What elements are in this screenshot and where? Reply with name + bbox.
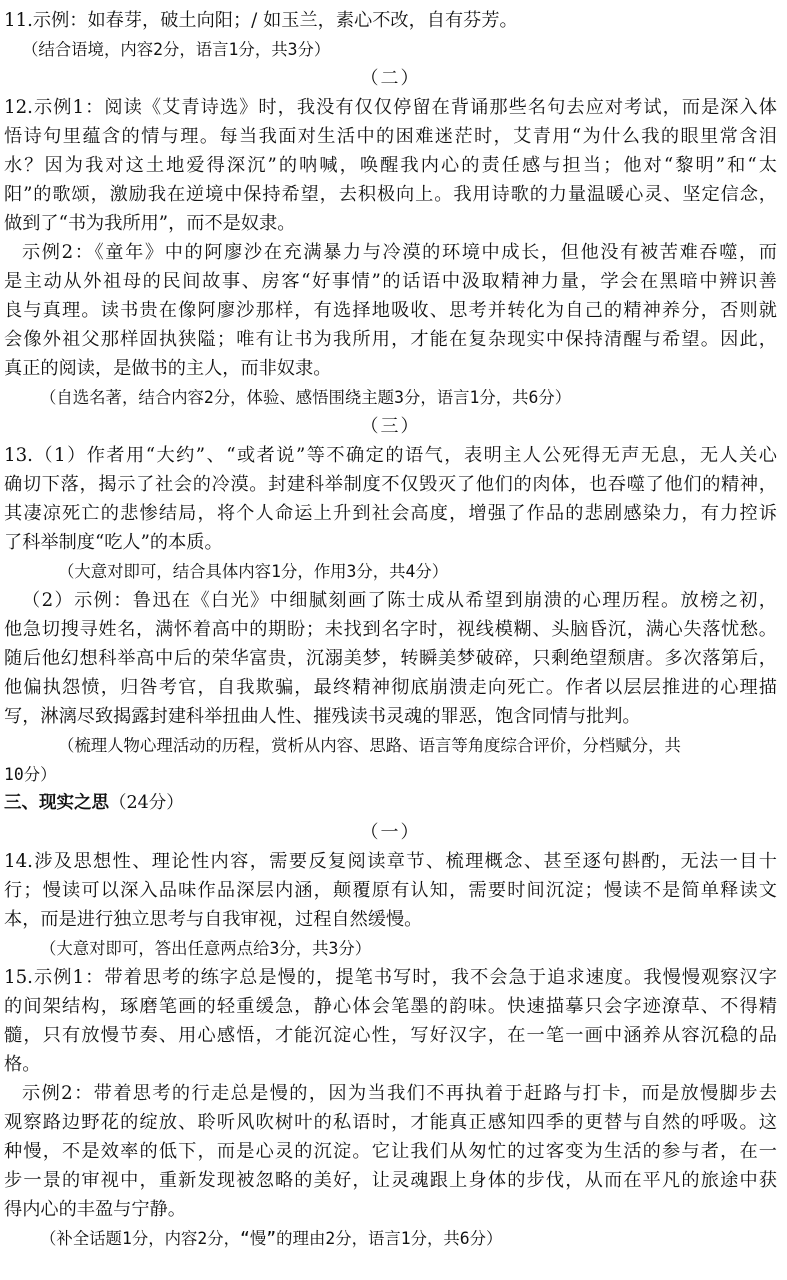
section-heading-3: （三） [360,416,421,437]
answer-13-2-line-1: （2）示例：鲁迅在《白光》中细腻刻画了陈士成从希望到崩溃的心理历程。放榜之初， [22,590,777,611]
part-three-score: （24分） [109,793,184,813]
scoring-note-11: （结合语境，内容2分，语言1分，共3分） [22,40,331,59]
answer-12-line-5: 做到了“书为我所用”，而不是奴隶。 [4,213,296,234]
answer-14-line-1: 14.涉及思想性、理论性内容，需要反复阅读章节、梳理概念、甚至逐句斟酌，无法一目十 [4,851,777,872]
answer-15-example2-line-2: 观察路边野花的绽放、聆听风吹树叶的私语时，才能真正感知四季的更替与自然的呼吸。这 [4,1112,777,1133]
answer-15-example2-line-5: 得内心的丰盈与宁静。 [4,1199,186,1220]
answer-15-line-3: 髓，只有放慢节奏、用心感悟，才能沉淀心性，写好汉字，在一笔一画中涵养从容沉稳的品 [4,1025,777,1046]
scoring-note-15: （补全话题1分，内容2分，“慢”的理由2分，语言1分，共6分） [40,1229,503,1248]
answer-13-1-line-4: 了科举制度“吃人”的本质。 [4,532,223,553]
scoring-note-13-1: （大意对即可，结合具体内容1分，作用3分，共4分） [58,562,449,581]
scoring-note-13-2-line-2: 10分） [4,765,57,784]
answer-15-line-2: 的间架结构，琢磨笔画的轻重缓急，静心体会笔墨的韵味。快速描摹只会字迹潦草、不得精 [4,996,777,1017]
answer-15-example2-line-1: 示例2：带着思考的行走总是慢的，因为当我们不再执着于赶路与打卡，而是放慢脚步去 [22,1083,777,1104]
answer-12-example2-line-1: 示例2：《童年》中的阿廖沙在充满暴力与冷漠的环境中成长，但他没有被苦难吞噬，而 [22,242,777,263]
answer-13-1-line-2: 确切下落，揭示了社会的冷漠。封建科举制度不仅毁灭了他们的肉体，也吞噬了他们的精神， [4,474,777,495]
answer-12-line-2: 悟诗句里蕴含的情与理。每当我面对生活中的困难迷茫时，艾青用“为什么我的眼里常含泪 [4,126,777,147]
section-heading-3-1: （一） [360,822,421,843]
scoring-note-14: （大意对即可，答出任意两点给3分，共3分） [40,939,372,958]
answer-14-line-3: 本，而是进行独立思考与自我审视，过程自然缓慢。 [4,909,423,930]
answer-12-example2-line-3: 良与真理。读书贵在像阿廖沙那样，有选择地吸收、思考并转化为自己的精神养分，否则就 [4,300,777,321]
answer-15-line-1: 15.示例1：带着思考的练字总是慢的，提笔书写时，我不会急于追求速度。我慢慢观察汉字 [4,967,777,988]
answer-15-line-4: 格。 [4,1054,41,1075]
answer-13-2-line-3: 随后他幻想科举高中后的荣华富贵，沉溺美梦，转瞬美梦破碎，只剩绝望颓唐。多次落第后， [4,648,777,669]
answer-13-1-line-1: 13.（1）作者用“大约”、“或者说”等不确定的语气，表明主人公死得无声无息，无人关心 [4,445,777,466]
answer-12-example2-line-5: 真正的阅读，是做书的主人，而非奴隶。 [4,358,332,379]
answer-12-example2-line-4: 会像外祖父那样固执狭隘；唯有让书为我所用，才能在复杂现实中保持清醒与希望。因此， [4,329,777,350]
answer-13-1-line-3: 其凄凉死亡的悲惨结局，将个人命运上升到社会高度，增强了作品的悲剧感染力，有力控诉 [4,503,777,524]
answer-11: 11.示例：如春芽，破土向阳；/ 如玉兰，素心不改，自有芬芳。 [4,10,518,31]
scoring-note-12: （自选名著，结合内容2分，体验、感悟围绕主题3分，语言1分，共6分） [40,388,572,407]
part-three-heading [4,789,777,818]
answer-12-example2-line-2: 是主动从外祖母的民间故事、房客“好事情”的话语中汲取精神力量，学会在黑暗中辨识善 [4,271,777,292]
answer-13-2-line-5: 写，淋漓尽致揭露封建科举扭曲人性、摧残读书灵魂的罪恶，饱含同情与批判。 [4,706,641,727]
answer-14-line-2: 行；慢读可以深入品味作品深层内涵，颠覆原有认知，需要时间沉淀；慢读不是简单释读文 [4,880,777,901]
scoring-note-13-2-line-1: （梳理人物心理活动的历程，赏析从内容、思路、语言等角度综合评价，分档赋分，共 [58,736,681,755]
answer-13-2-line-4: 他偏执怨愤，归咎考官，自我欺骗，最终精神彻底崩溃走向死亡。作者以层层推进的心理描 [4,677,777,698]
part-three-title: 三、现实之思 [4,793,109,813]
answer-12-line-4: 阳”的歌颂，激励我在逆境中保持希望，去积极向上。我用诗歌的力量温暖心灵、坚定信念， [4,184,777,205]
section-heading-2: （二） [360,68,421,89]
answer-12-line-1: 12.示例1：阅读《艾青诗选》时，我没有仅仅停留在背诵那些名句去应对考试，而是深入体 [4,97,777,118]
answer-13-2-line-2: 他急切搜寻姓名，满怀着高中的期盼；未找到名字时，视线模糊、头脑昏沉，满心失落忧愁。 [4,619,777,640]
answer-15-example2-line-3: 种慢，不是效率的低下，而是心灵的沉淀。它让我们从匆忙的过客变为生活的参与者，在一 [4,1141,777,1162]
answer-15-example2-line-4: 步一景的审视中，重新发现被忽略的美好，让灵魂跟上身体的步伐，从而在平凡的旅途中获 [4,1170,777,1191]
answer-12-line-3: 水？因为我对这土地爱得深沉”的呐喊，唤醒我内心的责任感与担当；他对“黎明”和“太 [4,155,777,176]
